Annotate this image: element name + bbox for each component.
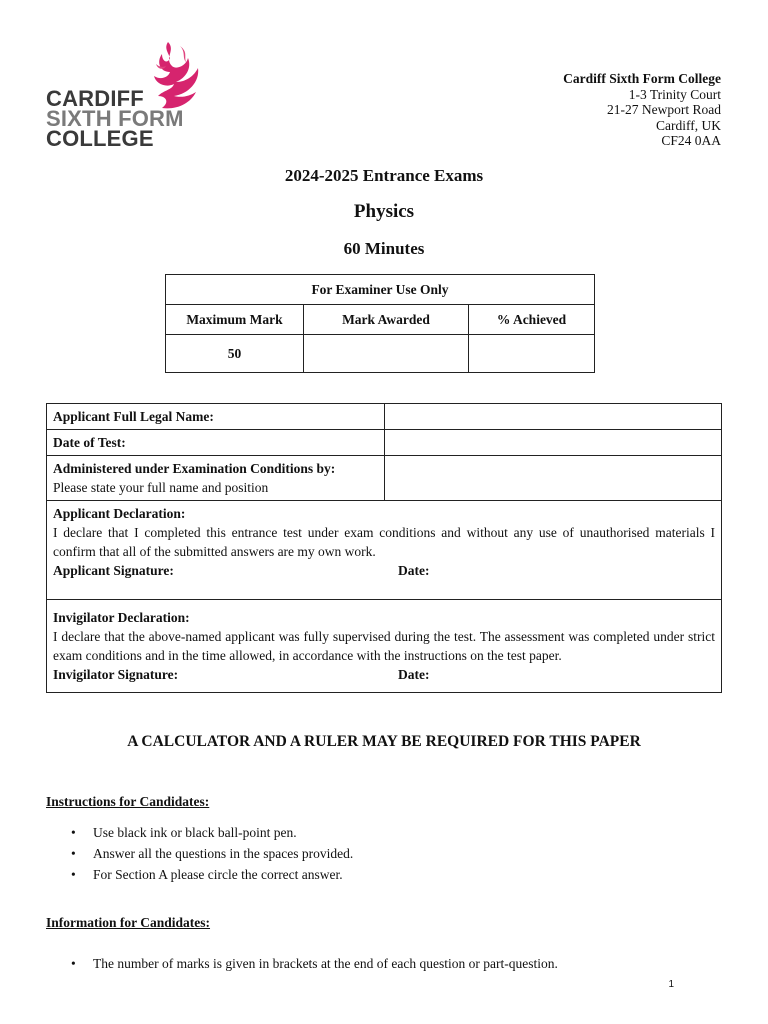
duration-title: 60 Minutes bbox=[343, 239, 425, 258]
full-name-label: Applicant Full Legal Name: bbox=[47, 404, 385, 430]
examiner-table-caption: For Examiner Use Only bbox=[166, 275, 595, 305]
bullet-icon: • bbox=[71, 825, 76, 840]
exam-title: 2024-2025 Entrance Exams bbox=[284, 166, 484, 185]
address-line3: Cardiff, UK bbox=[656, 117, 721, 133]
instruction-text: Use black ink or black ball-point pen. bbox=[93, 825, 297, 840]
college-address bbox=[563, 71, 721, 149]
address-postcode: CF24 0AA bbox=[661, 133, 721, 148]
header-percent-achieved: % Achieved bbox=[469, 305, 595, 335]
list-item bbox=[46, 864, 353, 885]
administered-field[interactable] bbox=[385, 456, 722, 501]
information-list bbox=[46, 953, 558, 974]
bullet-icon: • bbox=[71, 846, 76, 861]
instructions-list bbox=[46, 822, 353, 885]
bullet-icon: • bbox=[71, 956, 76, 971]
page-number: 1 bbox=[668, 979, 674, 990]
date-of-test-field[interactable] bbox=[385, 430, 722, 456]
applicant-declaration-cell bbox=[47, 501, 722, 600]
address-line1: 1-3 Trinity Court bbox=[628, 86, 721, 102]
address-name: Cardiff Sixth Form College bbox=[563, 71, 721, 86]
information-text: The number of marks is given in brackets at the end of each question or part-question. bbox=[93, 956, 558, 971]
logo-text-line1: CARDIFF bbox=[46, 86, 144, 111]
list-item bbox=[46, 953, 558, 974]
administered-cell bbox=[47, 456, 385, 501]
maximum-mark-value: 50 bbox=[166, 335, 304, 373]
date-of-test-label: Date of Test: bbox=[47, 430, 385, 456]
address-line2: 21-27 Newport Road bbox=[607, 102, 721, 117]
invigilator-declaration-label: Invigilator Declaration: bbox=[53, 610, 190, 625]
invigilator-declaration-cell bbox=[47, 600, 722, 693]
invigilator-date-label[interactable]: Date: bbox=[398, 667, 430, 682]
applicant-declaration-text: I declare that I completed this entrance test under exam conditions and without any use of unauthorised materials I confirm that all of the submitted answers are my own work. bbox=[53, 525, 715, 559]
mark-awarded-cell[interactable] bbox=[304, 335, 469, 373]
bullet-icon: • bbox=[71, 867, 76, 882]
examiner-use-table bbox=[165, 274, 595, 373]
instruction-text: Answer all the questions in the spaces provided. bbox=[93, 846, 354, 861]
calculator-notice: A CALCULATOR AND A RULER MAY BE REQUIRED FOR THIS PAPER bbox=[127, 733, 641, 750]
logo-text-line2: SIXTH FORM bbox=[46, 106, 184, 131]
administered-label: Administered under Examination Conditions by: bbox=[53, 461, 336, 476]
administered-hint: Please state your full name and position bbox=[53, 480, 269, 495]
header-mark-awarded: Mark Awarded bbox=[304, 305, 469, 335]
applicant-date-label[interactable]: Date: bbox=[398, 563, 430, 578]
instruction-text: For Section A please circle the correct answer. bbox=[93, 867, 343, 882]
percent-achieved-cell[interactable] bbox=[469, 335, 595, 373]
logo-text-line3: COLLEGE bbox=[46, 126, 154, 151]
header-maximum-mark: Maximum Mark bbox=[166, 305, 304, 335]
college-logo bbox=[46, 40, 216, 155]
full-name-field[interactable] bbox=[385, 404, 722, 430]
information-heading: Information for Candidates: bbox=[46, 915, 211, 930]
list-item bbox=[46, 822, 353, 843]
subject-title: Physics bbox=[353, 201, 415, 222]
invigilator-declaration-text: I declare that the above-named applicant was fully supervised during the test. The assessment was completed under strict exam conditions and in the time allowed, in accordance with the instructions on the test paper. bbox=[53, 629, 715, 663]
invigilator-signature-label[interactable]: Invigilator Signature: bbox=[53, 667, 179, 682]
applicant-declaration-label: Applicant Declaration: bbox=[53, 506, 186, 521]
instructions-heading: Instructions for Candidates: bbox=[46, 794, 210, 809]
applicant-signature-label[interactable]: Applicant Signature: bbox=[53, 563, 174, 578]
list-item bbox=[46, 843, 353, 864]
applicant-details-table bbox=[46, 403, 722, 693]
